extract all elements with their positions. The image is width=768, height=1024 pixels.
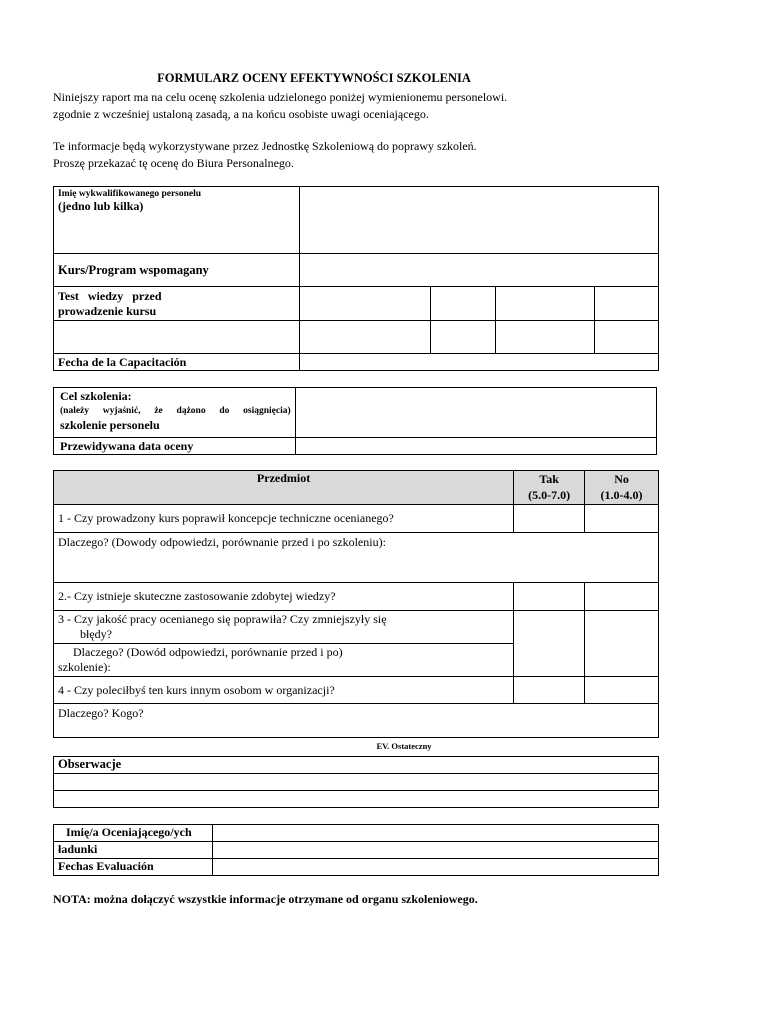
q1-no-field[interactable] (585, 505, 659, 533)
test-label-line: Test wiedzy przed (58, 288, 162, 303)
q2-no-field[interactable] (585, 583, 659, 611)
q2-yes-field[interactable] (514, 583, 585, 611)
q4-no-field[interactable] (585, 677, 659, 704)
course-field[interactable] (299, 254, 658, 287)
personnel-field[interactable] (299, 187, 658, 254)
eval-dates-field[interactable] (212, 859, 658, 876)
q4-yes-field[interactable] (514, 677, 585, 704)
charges-field[interactable] (212, 842, 658, 859)
yes-header-range: (5.0-7.0) (528, 488, 571, 502)
no-header-range: (1.0-4.0) (600, 488, 643, 502)
question-4: 4 - Czy poleciłbyś ten kurs innym osobom w organizacji? (54, 677, 514, 704)
intro-text (53, 89, 673, 171)
evaluator-table (53, 824, 659, 876)
observations-label: Obserwacje (54, 757, 659, 774)
question-3-line: 3 - Czy jakość pracy ocenianego się poprawiła? Czy zmniejszyły się (58, 612, 387, 626)
form-title: FORMULARZ OCENY EFEKTYWNOŚCI SZKOLENIA (157, 71, 471, 85)
question-3-line: błędy? (80, 627, 112, 641)
intro-line: Proszę przekazać tę ocenę do Biura Personalnego. (53, 155, 294, 170)
test-field[interactable] (496, 287, 595, 321)
personnel-label-small: Imię wykwalifikowanego personelu (58, 189, 202, 199)
question-3-why-line: Dlaczego? (Dowód odpowiedzi, porównanie przed i po) (73, 645, 343, 659)
test-label-cell (54, 287, 300, 321)
question-3-why[interactable] (54, 644, 514, 677)
training-date-field[interactable] (299, 354, 658, 371)
observations-table (53, 756, 659, 808)
evaluation-questions-table (53, 470, 659, 738)
personnel-label: (jedno lub kilka) (58, 199, 144, 213)
course-label: Kurs/Program wspomagany (54, 254, 300, 287)
test-field[interactable] (496, 321, 595, 354)
eval-date-field[interactable] (295, 438, 656, 455)
test-field[interactable] (595, 287, 659, 321)
intro-line: Niniejszy raport ma na celu ocenę szkolenia udzielonego poniżej wymienionemu personelowi. (53, 90, 508, 104)
test-field[interactable] (431, 287, 496, 321)
question-4-why[interactable]: Dlaczego? Kogo? (54, 704, 659, 738)
training-date-label: Fecha de la Capacitación (54, 354, 300, 371)
training-info-table (53, 186, 659, 371)
q3-no-field[interactable] (585, 611, 659, 677)
no-header (585, 471, 659, 505)
test-field[interactable] (595, 321, 659, 354)
question-2: 2.- Czy istnieje skuteczne zastosowanie zdobytej wiedzy? (54, 583, 514, 611)
goal-note: (należy wyjaśnić, że dążono do osiągnięcia) (60, 406, 291, 416)
question-3 (54, 611, 514, 644)
observations-line[interactable] (54, 791, 659, 808)
goal-label: Cel szkolenia: (60, 389, 132, 403)
intro-line: zgodnie z wcześniej ustaloną zasadą, a na końcu osobiste uwagi oceniającego. (53, 106, 429, 121)
personnel-label-cell (54, 187, 300, 254)
note-text: NOTA: można dołączyć wszystkie informacje otrzymane od organu szkoleniowego. (53, 892, 478, 906)
intro-line: Te informacje będą wykorzystywane przez Jednostkę Szkoleniową do poprawy szkoleń. (53, 139, 477, 153)
charges-label: ładunki (54, 842, 213, 859)
evaluator-field[interactable] (212, 825, 658, 842)
training-goal-table (53, 387, 657, 455)
goal-label-2: szkolenie personelu (60, 418, 160, 432)
test-field[interactable] (431, 321, 496, 354)
test-field[interactable] (299, 321, 431, 354)
q1-yes-field[interactable] (514, 505, 585, 533)
goal-field[interactable] (295, 388, 656, 438)
yes-header (514, 471, 585, 505)
test-field[interactable] (299, 287, 431, 321)
evaluator-label: Imię/a Oceniającego/ych (54, 825, 213, 842)
subject-header: Przedmiot (54, 471, 514, 505)
question-3-why-line: szkolenie): (58, 660, 111, 674)
eval-date-label: Przewidywana data oceny (54, 438, 296, 455)
question-1: 1 - Czy prowadzony kurs poprawił koncepcje techniczne ocenianego? (54, 505, 514, 533)
eval-dates-label: Fechas Evaluación (54, 859, 213, 876)
goal-label-cell (54, 388, 296, 438)
no-header-label: No (614, 472, 629, 486)
q3-yes-field[interactable] (514, 611, 585, 677)
observations-line[interactable] (54, 774, 659, 791)
question-1-why[interactable]: Dlaczego? (Dowody odpowiedzi, porównanie przed i po szkoleniu): (54, 533, 659, 583)
test-field[interactable] (54, 321, 300, 354)
test-label-line: prowadzenie kursu (58, 303, 157, 318)
final-evaluation-label: EV. Ostateczny (376, 741, 432, 751)
yes-header-label: Tak (539, 472, 559, 486)
